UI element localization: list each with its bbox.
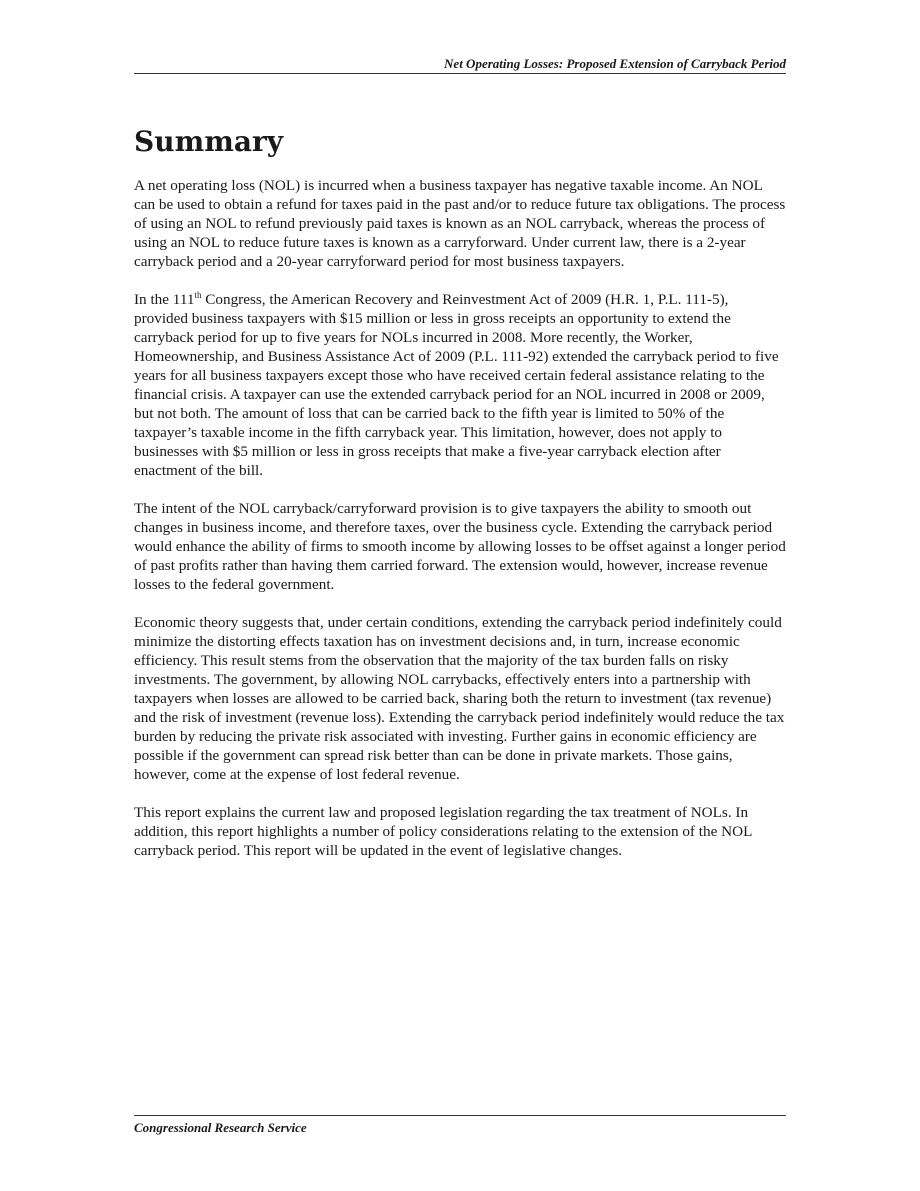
paragraph-carryback-intent: The intent of the NOL carryback/carryforward provision is to give taxpayers the ability to smooth out changes in business income, and therefore taxes, over the business cycle. Extending the carryback period would enhance the ability of firms to smooth income by allowing losses to be offset against a longer period of past profits rather than having them carried forward. The extension would, however, increase revenue losses to the federal government.	[134, 500, 786, 593]
page-title: Summary	[134, 125, 283, 158]
paragraph-nol-definition: A net operating loss (NOL) is incurred when a business taxpayer has negative taxable income. An NOL can be used to obtain a refund for taxes paid in the past and/or to reduce future tax obligations. The process of using an NOL to refund previously paid taxes is known as an NOL carryback, whereas the process of using an NOL to reduce future taxes is known as a carryforward. Under current law, there is a 2-year carryback period and a 20-year carryforward period for most business taxpayers.	[134, 177, 786, 270]
footer-rule	[134, 1115, 786, 1116]
running-footer: Congressional Research Service	[134, 1120, 307, 1135]
running-header: Net Operating Losses: Proposed Extension of Carryback Period	[444, 56, 786, 71]
summary-body	[134, 176, 786, 879]
paragraph-economic-theory: Economic theory suggests that, under certain conditions, extending the carryback period indefinitely could minimize the distorting effects taxation has on investment decisions and, in turn, increase economic efficiency. This result stems from the observation that the majority of the tax burden falls on risky investments. The government, by allowing NOL carrybacks, effectively enters into a partnership with taxpayers when losses are allowed to be carried back, sharing both the return to investment (tax revenue) and the risk of investment (revenue loss). Extending the carryback period indefinitely would reduce the tax burden by reducing the private risk associated with investing. Further gains in economic efficiency are possible if the government can spread risk better than can be done in private markets. Those gains, however, come at the expense of lost federal revenue.	[134, 614, 785, 783]
paragraph-report-scope: This report explains the current law and proposed legislation regarding the tax treatment of NOLs. In addition, this report highlights a number of policy considerations relating to the extension of the NOL carryback period. This report will be updated in the event of legislative changes.	[134, 804, 752, 859]
header-rule	[134, 73, 786, 74]
paragraph-111th-congress	[134, 290, 786, 480]
paragraph-111th-congress-rest: Congress, the American Recovery and Reinvestment Act of 2009 (H.R. 1, P.L. 111-5), provided business taxpayers with $15 million or less in gross receipts an opportunity to extend the carryback period for up to five years for NOLs incurred in 2008. More recently, the Worker, Homeownership, and Business Assistance Act of 2009 (P.L. 111-92) extended the carryback period to five years for all business taxpayers except those who have received certain federal assistance relating to the financial crisis. A taxpayer can use the extended carryback period for an NOL incurred in 2008 or 2009, but not both. The amount of loss that can be carried back to the fifth year is limited to 50% of the taxpayer’s taxable income in the fifth carryback year. This limitation, however, does not apply to businesses with $5 million or less in gross receipts that make a five-year carryback election after enactment of the bill.	[134, 291, 779, 479]
paragraph-111th-congress-start: In the 111	[134, 291, 195, 308]
ordinal-superscript: th	[194, 289, 202, 300]
